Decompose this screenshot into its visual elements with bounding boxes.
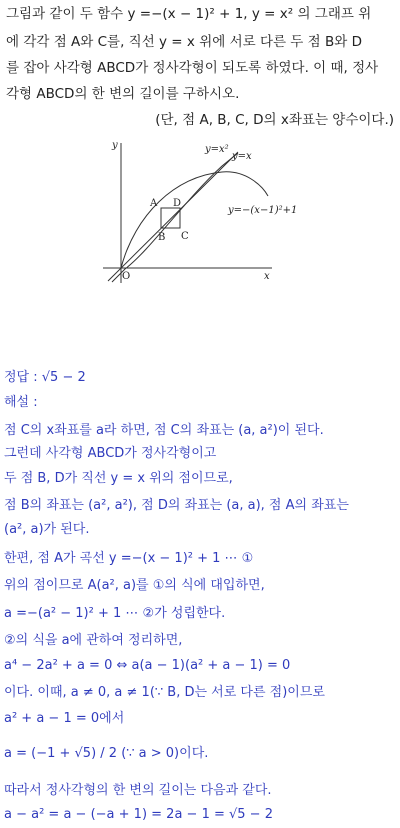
problem-line-2: 에 각각 점 A와 C를, 직선 y = x 위에 서로 다른 두 점 B와 D [6,34,362,50]
solution-line: a = (−1 + √5) / 2 (∵ a > 0)이다. [4,746,209,761]
y-axis-label: y [112,140,118,151]
problem-line-4: 각형 ABCD의 한 변의 길이를 구하시오. [6,86,240,102]
explanation-heading: 해설 : [4,395,38,410]
solution-line: 이다. 이때, a ≠ 0, a ≠ 1(∵ B, D는 서로 다른 점)이므로 [4,685,325,700]
answer-line: 정답 : √5 − 2 [4,370,86,385]
solution-line: a =−(a² − 1)² + 1 ⋯ ②가 성립한다. [4,606,226,621]
graph-figure [100,138,315,288]
solution-line: (a², a)가 된다. [4,522,90,537]
solution-line: 따라서 정사각형의 한 변의 길이는 다음과 같다. [4,783,272,798]
solution-line: ②의 식을 a에 관하여 정리하면, [4,633,183,648]
curve-parabola-down [121,172,268,268]
problem-line-1: 그림과 같이 두 함수 y =−(x − 1)² + 1, y = x² 의 그래프 위 [6,6,372,22]
point-label-d: D [173,198,182,209]
label-y-eq-x-squared: y=x² [205,144,229,155]
solution-line: 점 B의 좌표는 (a², a²), 점 D의 좌표는 (a, a), 점 A의 좌표는 [4,498,349,513]
label-y-eq-x: y=x [232,151,252,162]
line-y-equals-x [108,152,238,281]
solution-line: 점 C의 x좌표를 a라 하면, 점 C의 좌표는 (a, a²)이 된다. [4,423,324,438]
point-label-a: A [150,198,158,209]
solution-line: 한편, 점 A가 곡선 y =−(x − 1)² + 1 ⋯ ① [4,551,254,566]
solution-line: 두 점 B, D가 직선 y = x 위의 점이므로, [4,471,233,486]
solution-line: 위의 점이므로 A(a², a)를 ①의 식에 대입하면, [4,578,265,593]
point-label-c: C [181,231,189,242]
problem-line-3: 를 잡아 사각형 ABCD가 정사각형이 되도록 하였다. 이 때, 정사 [6,60,379,76]
problem-condition: (단, 점 A, B, C, D의 x좌표는 양수이다.) [155,112,394,128]
final-answer-line: a − a² = a − (−a + 1) = 2a − 1 = √5 − 2 [4,807,273,822]
solution-line: a⁴ − 2a² + a = 0 ⇔ a(a − 1)(a² + a − 1) = 0 [4,658,291,673]
solution-line: a² + a − 1 = 0에서 [4,711,125,726]
x-axis-label: x [264,271,270,282]
label-downward-parabola: y=−(x−1)²+1 [228,205,298,216]
origin-label: O [122,271,131,282]
solution-line: 그런데 사각형 ABCD가 정사각형이고 [4,446,217,461]
point-label-b: B [158,232,166,243]
